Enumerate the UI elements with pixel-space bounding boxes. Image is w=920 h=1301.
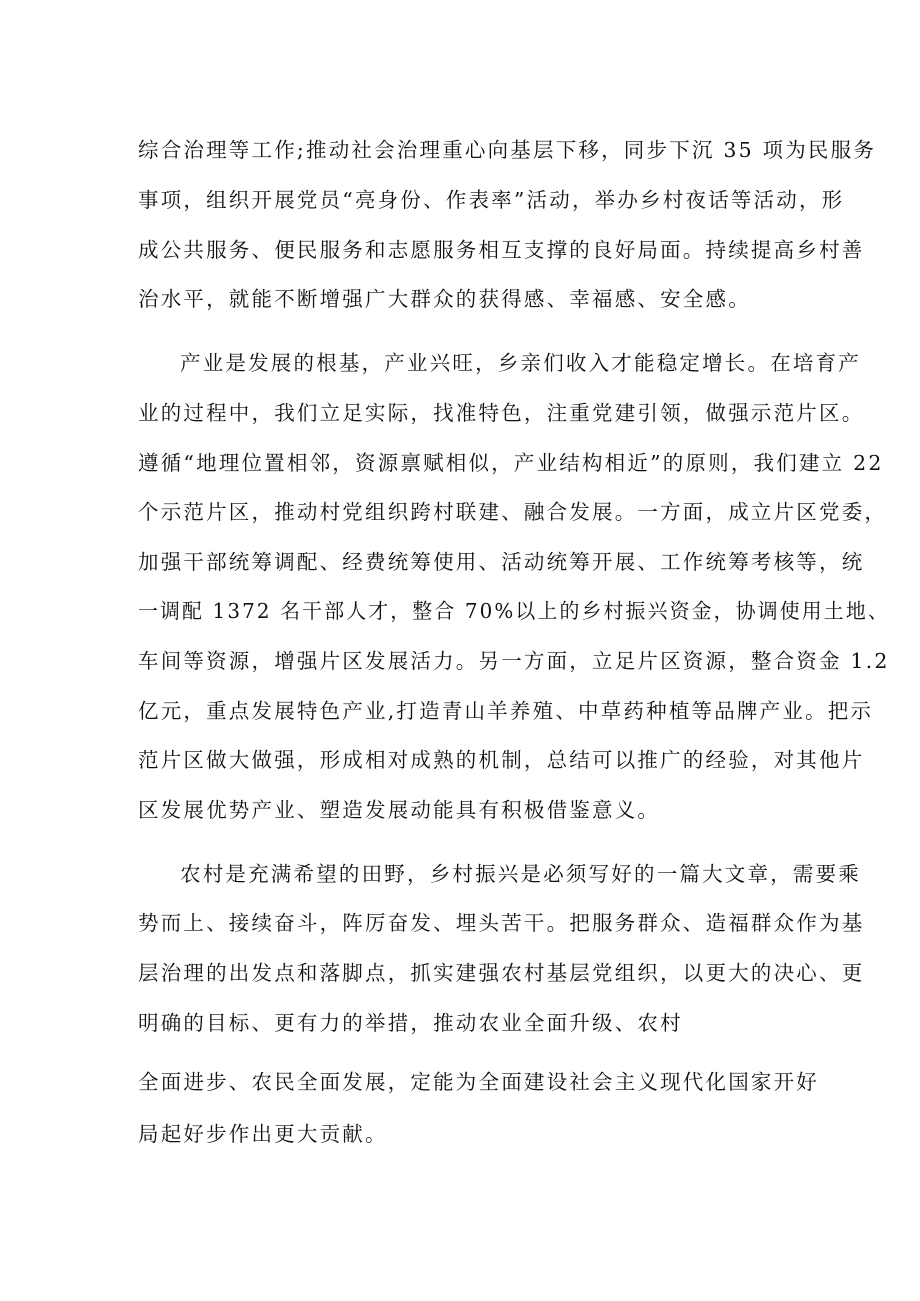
text-line: 加强干部统筹调配、经费统筹使用、活动统筹开展、工作统筹考核等，统 [138,550,865,574]
text-line: 明确的目标、更有力的举措，推动农业全面升级、农村 [138,1011,683,1035]
text-line: 全面进步、农民全面发展，定能为全面建设社会主义现代化国家开好 [138,1070,819,1094]
text-line: 层治理的出发点和落脚点，抓实建强农村基层党组织，以更大的决心、更 [138,961,865,985]
text-line: 成公共服务、便民服务和志愿服务相互支撑的良好局面。持续提高乡村善 [138,238,865,262]
text-line: 亿元，重点发展特色产业,打造青山羊养殖、中草药种植等品牌产业。把示 [138,699,874,723]
text-line: 势而上、接续奋斗，阵厉奋发、埋头苦干。把服务群众、造福群众作为基 [138,911,865,935]
text-line: 局起好步作出更大贡献。 [138,1122,388,1146]
text-line: 区发展优势产业、塑造发展动能具有积极借鉴意义。 [138,798,661,822]
text-line: 综合治理等工作;推动社会治理重心向基层下移，同步下沉 35 项为民服务 [138,138,877,162]
text-line: 车间等资源，增强片区发展活力。另一方面，立足片区资源，整合资金 1.2 [138,649,890,673]
text-line: 治水平，就能不断增强广大群众的获得感、幸福感、安全感。 [138,287,751,311]
text-line: 农村是充满希望的田野，乡村振兴是必须写好的一篇大文章，需要乘 [180,862,861,886]
text-line: 范片区做大做强，形成相对成熟的机制，总结可以推广的经验，对其他片 [138,748,865,772]
text-line: 事项，组织开展党员“亮身份、作表率”活动，举办乡村夜话等活动，形 [138,188,845,212]
text-line: 遵循“地理位置相邻，资源禀赋相似，产业结构相近”的原则，我们建立 22 [138,451,884,475]
text-line: 一调配 1372 名干部人才，整合 70%以上的乡村振兴资金，协调使用土地、 [138,599,890,623]
text-line: 产业是发展的根基，产业兴旺，乡亲们收入才能稳定增长。在培育产 [180,351,861,375]
text-line: 业的过程中，我们立足实际，找准特色，注重党建引领，做强示范片区。 [138,401,865,425]
text-line: 个示范片区，推动村党组织跨村联建、融合发展。一方面，成立片区党委， [138,500,888,524]
